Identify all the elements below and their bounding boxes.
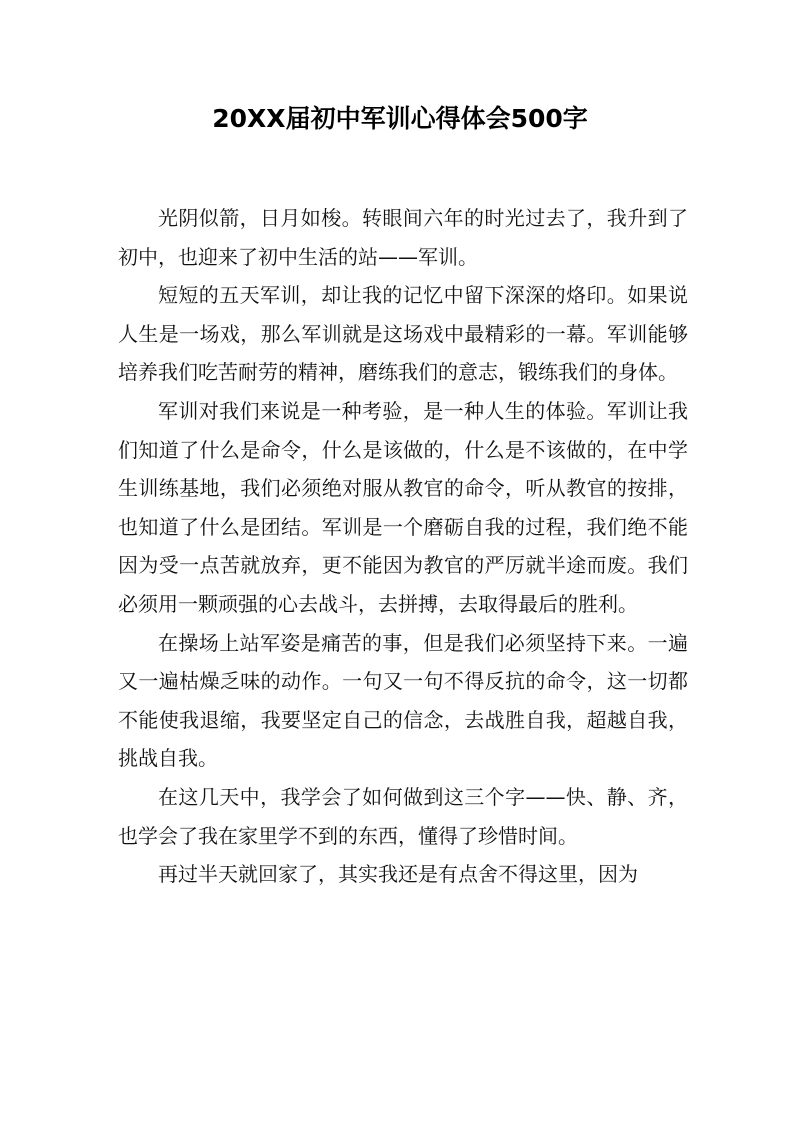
paragraph-6: 再过半天就回家了，其实我还是有点舍不得这里，因为 (158, 862, 638, 887)
paragraph-1: 光阴似箭，日月如梭。转眼间六年的时光过去了，我升到了初中，也迎来了初中生活的站——军训。 (118, 206, 688, 269)
paragraph-2: 短短的五天军训，却让我的记忆中留下深深的烙印。如果说人生是一场戏，那么军训就是这场戏中最精彩的一幕。军训能够培养我们吃苦耐劳的精神，磨练我们的意志，锻练我们的身体。 (118, 283, 688, 385)
document-body (118, 199, 688, 894)
paragraph-5: 在这几天中，我学会了如何做到这三个字——快、静、齐，也学会了我在家里学不到的东西，懂得了珍惜时间。 (118, 784, 688, 848)
document-title: 20XX届初中军训心得体会500字 (212, 104, 588, 133)
paragraph-4: 在操场上站军姿是痛苦的事，但是我们必须坚持下来。一遍又一遍枯燥乏味的动作。一句又一句不得反抗的命令，这一切都不能使我退缩，我要坚定自己的信念，去战胜自我，超越自我，挑战自我。 (118, 630, 688, 771)
paragraph-3: 军训对我们来说是一种考验，是一种人生的体验。军训让我们知道了什么是命令，什么是该做的，什么是不该做的，在中学生训练基地，我们必须绝对服从教官的命令，听从教官的按排，也知道了什么是团结。军训是一个磨砺自我的过程，我们绝不能因为受一点苦就放弃，更不能因为教官的严厉就半途而废。我们必须用一颗顽强的心去战斗，去拼搏，去取得最后的胜利。 (118, 398, 688, 616)
